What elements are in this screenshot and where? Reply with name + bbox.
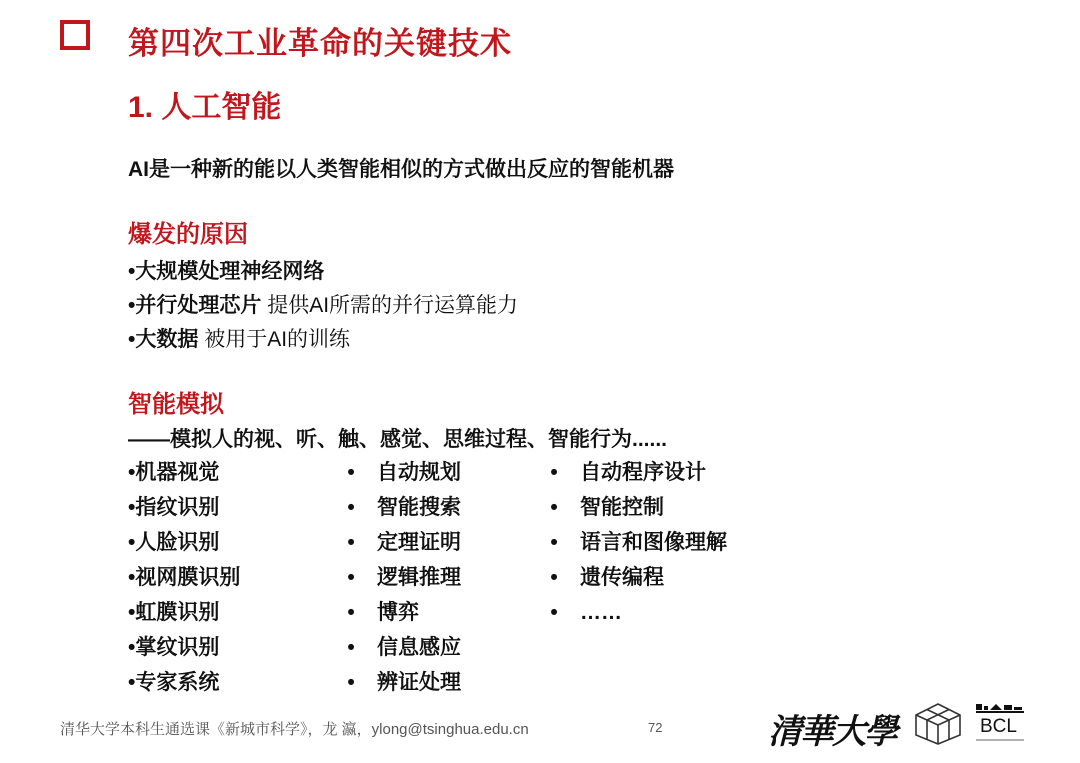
bullet-icon: • <box>550 496 558 519</box>
list-item: •机器视觉 <box>128 461 220 484</box>
simulation-list-col1 <box>128 455 240 700</box>
list-item: •专家系统 <box>128 671 220 694</box>
list-item: •虹膜识别 <box>128 601 220 624</box>
reason-item-bold: •大数据 <box>128 328 199 351</box>
list-item-label: 辨证处理 <box>377 671 461 694</box>
simulation-heading: 智能模拟 <box>128 391 224 418</box>
list-item: •指纹识别 <box>128 496 220 519</box>
list-item <box>548 560 727 595</box>
cube-logo-icon <box>914 702 962 746</box>
reason-item <box>128 289 518 319</box>
simulation-list-col2 <box>345 455 461 700</box>
list-item-label: …… <box>580 601 622 624</box>
list-item <box>548 455 727 490</box>
simulation-list-col3 <box>548 455 727 630</box>
list-item <box>345 560 461 595</box>
list-item-label: 智能控制 <box>580 496 664 519</box>
ai-definition: AI是一种新的能以人类智能相似的方式做出反应的智能机器 <box>128 158 674 181</box>
list-item-label: 自动程序设计 <box>580 461 706 484</box>
list-item <box>345 630 461 665</box>
reason-item <box>128 255 324 285</box>
list-item-label: 定理证明 <box>377 531 461 554</box>
section-subtitle: 1. 人工智能 <box>128 91 282 124</box>
bullet-icon: • <box>550 566 558 589</box>
list-item-label: 遗传编程 <box>580 566 664 589</box>
list-item <box>548 490 727 525</box>
bullet-icon: • <box>347 461 355 484</box>
reasons-heading: 爆发的原因 <box>128 221 248 248</box>
list-item <box>548 595 727 630</box>
list-item: •人脸识别 <box>128 531 220 554</box>
bullet-icon: • <box>347 636 355 659</box>
bullet-icon: • <box>347 496 355 519</box>
reason-item <box>128 323 350 353</box>
list-item <box>345 665 461 700</box>
page-number: 72 <box>648 720 663 735</box>
list-item <box>548 525 727 560</box>
simulation-intro: ——模拟人的视、听、触、感觉、思维过程、智能行为...... <box>128 428 668 451</box>
list-item-label: 语言和图像理解 <box>580 531 727 554</box>
list-item-label: 信息感应 <box>377 636 461 659</box>
reason-item-bold: •大规模处理神经网络 <box>128 260 325 283</box>
list-item: •掌纹识别 <box>128 636 220 659</box>
reason-item-detail: 提供AI所需的并行运算能力 <box>261 294 519 317</box>
bullet-icon: • <box>347 601 355 624</box>
list-item <box>345 490 461 525</box>
bullet-icon: • <box>347 566 355 589</box>
reason-item-detail: 被用于AI的训练 <box>198 328 351 351</box>
list-item-label: 逻辑推理 <box>377 566 461 589</box>
slide-title: 第四次工业革命的关键技术 <box>128 26 512 61</box>
bcl-logo-text: BCL <box>980 716 1017 737</box>
list-item <box>345 525 461 560</box>
title-square-icon <box>60 20 90 50</box>
bullet-icon: • <box>347 671 355 694</box>
list-item-label: 博弈 <box>377 601 419 624</box>
bullet-icon: • <box>550 601 558 624</box>
bullet-icon: • <box>550 461 558 484</box>
bullet-icon: • <box>347 531 355 554</box>
list-item <box>345 455 461 490</box>
list-item-label: 自动规划 <box>377 461 461 484</box>
footer-course-info: 清华大学本科生通选课《新城市科学》，龙 瀛，ylong@tsinghua.edu.cn <box>60 721 529 738</box>
list-item <box>345 595 461 630</box>
list-item-label: 智能搜索 <box>377 496 461 519</box>
tsinghua-logo: 清華大學 <box>768 712 896 752</box>
list-item: •视网膜识别 <box>128 566 241 589</box>
reason-item-bold: •并行处理芯片 <box>128 294 262 317</box>
bullet-icon: • <box>550 531 558 554</box>
